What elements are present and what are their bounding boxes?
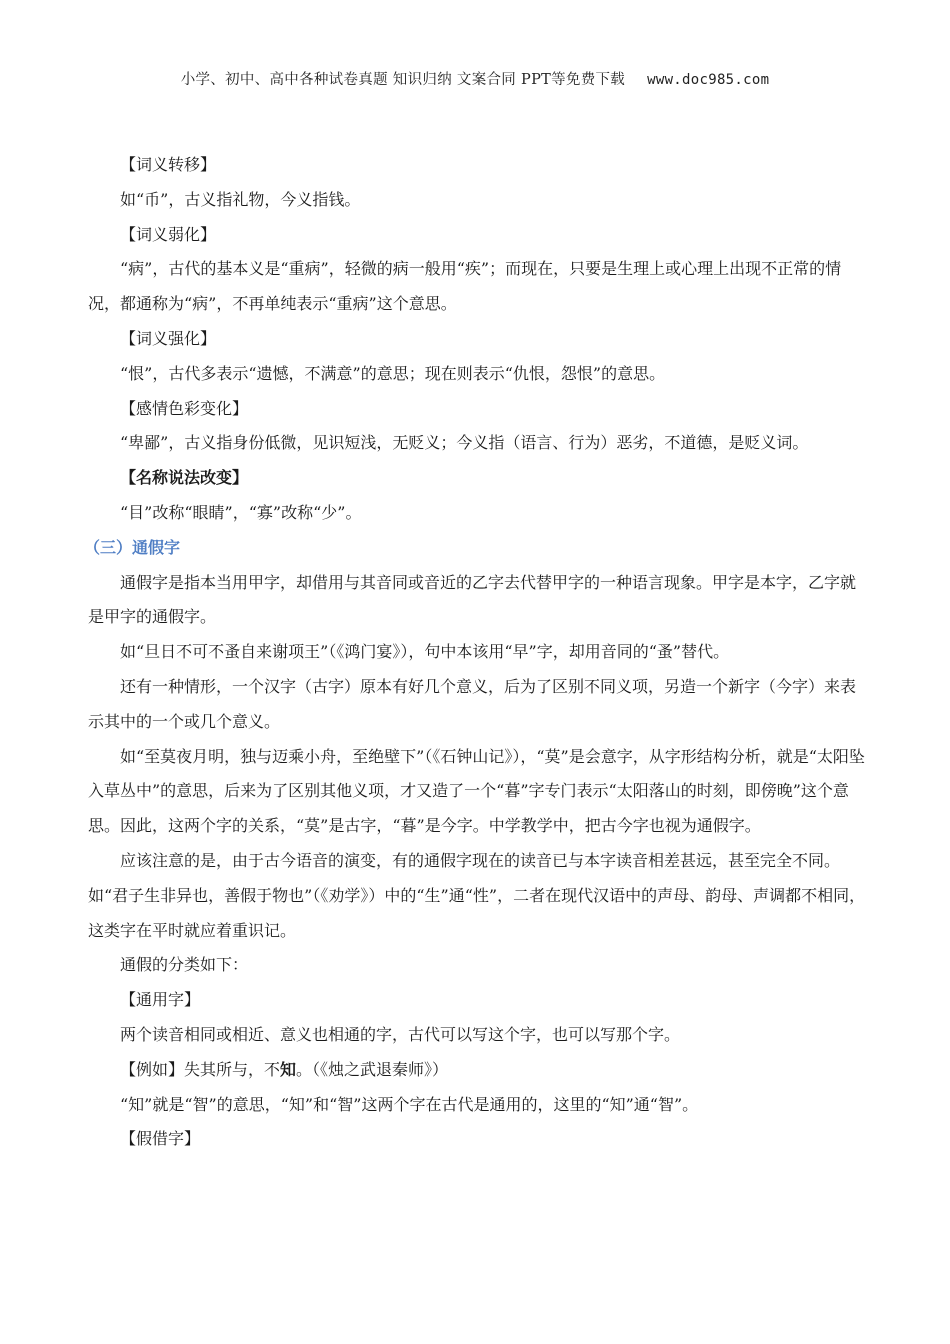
heading-word-strengthen: 【词义强化】 bbox=[120, 328, 217, 348]
heading-common-characters: 【通用字】 bbox=[120, 990, 201, 1010]
header-site: www.doc985.com bbox=[647, 72, 770, 88]
paragraph-word-weaken: “病”，古代的基本义是“重病”，轻微的病一般用“疾”；而现在，只要是生理上或心理上出现不正常的情况，都通称为“病”，不再单纯表示“重病”这个意思。 bbox=[88, 259, 842, 314]
example-text-b: 。（《烛之武退秦师》） bbox=[296, 1059, 449, 1079]
example-text-a: 失其所与，不 bbox=[184, 1059, 281, 1079]
paragraph-pronunciation-note: 应该注意的是，由于古今语音的演变，有的通假字现在的读音已与本字读音相差甚远，甚至完全不同。如“君子生非异也，善假于物也”（《劝学》）中的“生”通“性”，二者在现代汉语中的声母、韵母、声调都不相同，这类字在平时就应着重识记。 bbox=[88, 850, 866, 940]
document-body bbox=[84, 148, 866, 1157]
heading-emotion-change: 【感情色彩变化】 bbox=[120, 398, 249, 418]
example-label: 【例如】 bbox=[120, 1059, 185, 1079]
header-text: 小学、初中、高中各种试卷真题 知识归纳 文案合同 PPT等免费下载 bbox=[180, 72, 626, 88]
page-header bbox=[0, 68, 950, 89]
example-line bbox=[88, 1053, 866, 1088]
paragraph-ancient-modern: 还有一种情形，一个汉字（古字）原本有好几个意义，后为了区别不同义项，另造一个新字（今字）来表示其中的一个或几个意义。 bbox=[88, 676, 857, 731]
paragraph-definition: 通假字是指本当用甲字，却借用与其音同或音近的乙字去代替甲字的一种语言现象。甲字是本字，乙字就是甲字的通假字。 bbox=[88, 572, 857, 627]
paragraph-classification-intro: 通假的分类如下： bbox=[120, 955, 249, 975]
section-title: （三）通假字 bbox=[84, 537, 181, 557]
heading-name-change: 【名称说法改变】 bbox=[120, 468, 249, 488]
paragraph-example-mu: 如“至莫夜月明，独与迈乘小舟，至绝壁下”（《石钟山记》），“莫”是会意字，从字形结构分析，就是“太阳坠入草丛中”的意思，后来为了区别其他义项，才又造了一个“暮”字专门表示“太阳落山的时刻，即傍晚”这个意思。因此，这两个字的关系，“莫”是古字，“暮”是今字。中学教学中，把古今字也视为通假字。 bbox=[88, 746, 865, 836]
paragraph-name-change: “目”改称“眼睛”，“寡”改称“少”。 bbox=[120, 502, 362, 522]
heading-word-weaken: 【词义弱化】 bbox=[120, 224, 217, 244]
example-bold-char: 知 bbox=[280, 1059, 297, 1079]
paragraph-common-characters: 两个读音相同或相近、意义也相通的字，古代可以写这个字，也可以写那个字。 bbox=[120, 1024, 681, 1044]
paragraph-example-explanation: “知”就是“智”的意思，“知”和“智”这两个字在古代是通用的，这里的“知”通“智”。 bbox=[120, 1094, 699, 1114]
paragraph-word-transfer: 如“币”，古义指礼物，今义指钱。 bbox=[120, 189, 361, 209]
heading-borrowed-characters: 【假借字】 bbox=[120, 1129, 201, 1149]
paragraph-word-strengthen: “恨”，古代多表示“遗憾，不满意”的意思；现在则表示“仇恨，怨恨”的意思。 bbox=[120, 363, 666, 383]
paragraph-example-zao: 如“旦日不可不蚤自来谢项王”（《鸿门宴》），句中本该用“早”字，却用音同的“蚤”替代。 bbox=[120, 642, 730, 662]
heading-word-transfer: 【词义转移】 bbox=[120, 155, 217, 174]
paragraph-emotion-change: “卑鄙”，古义指身份低微，见识短浅，无贬义；今义指（语言、行为）恶劣，不道德，是贬义词。 bbox=[120, 433, 809, 453]
